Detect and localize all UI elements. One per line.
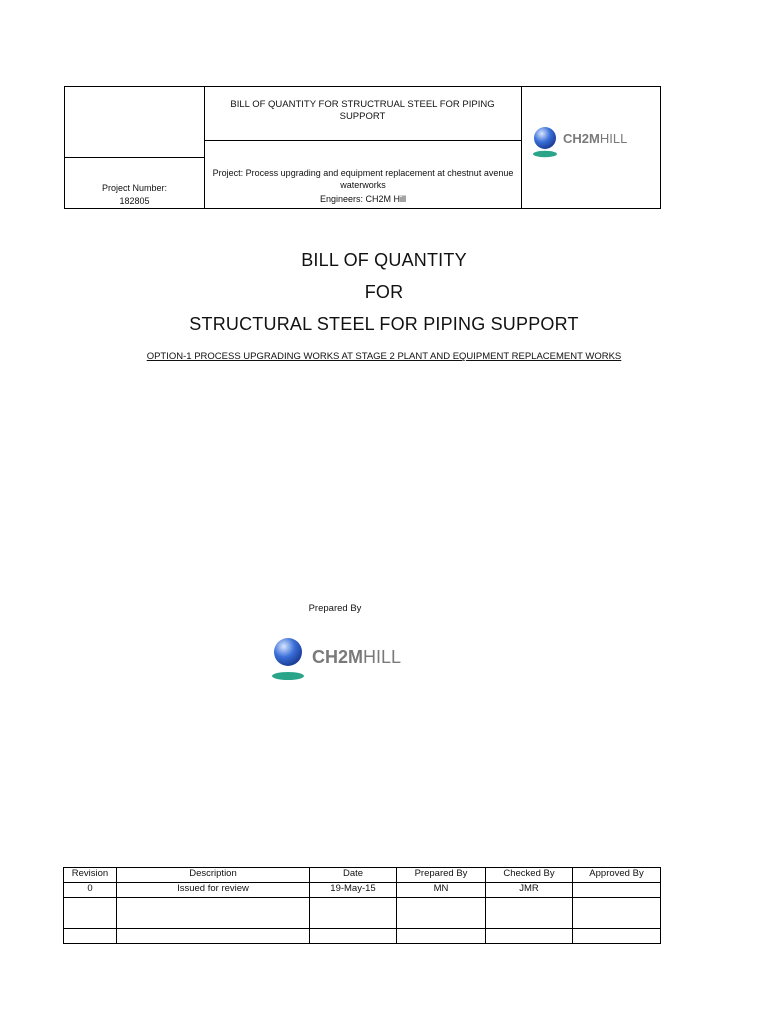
divider (204, 140, 521, 141)
table-cell (117, 898, 310, 929)
table-cell (397, 898, 486, 929)
table-cell (397, 929, 486, 944)
table-cell (573, 929, 661, 944)
table-cell (310, 929, 397, 944)
table-cell: JMR (486, 883, 573, 898)
engineers-line: Engineers: CH2M Hill (319, 194, 407, 204)
sphere-icon (270, 636, 306, 682)
prepared-by-label: Prepared By (308, 603, 362, 614)
table-cell (310, 898, 397, 929)
table-cell (573, 898, 661, 929)
project-number: 182805 (119, 196, 150, 206)
project-description: Project: Process upgrading and equipment replacement at chestnut avenue waterworks (212, 168, 514, 190)
divider (65, 157, 204, 158)
logo-wordmark: CH2MHILL (312, 646, 402, 667)
table-cell (64, 898, 117, 929)
table-row (64, 898, 661, 929)
table-cell (64, 929, 117, 944)
table-cell: 19-May-15 (310, 883, 397, 898)
title-line-3: STRUCTURAL STEEL FOR PIPING SUPPORT (189, 314, 579, 334)
table-cell: MN (397, 883, 486, 898)
column-header: Checked By (486, 868, 573, 883)
company-logo-large (270, 636, 401, 682)
document-title: BILL OF QUANTITY FOR STRUCTRUAL STEEL FOR PIPING SUPPORT (230, 99, 495, 122)
company-logo (531, 125, 627, 159)
revision-table (63, 867, 661, 944)
logo-wordmark: CH2MHILL (563, 130, 628, 146)
title-line-2: FOR (364, 282, 404, 302)
project-number-label: Project Number: (101, 183, 168, 193)
table-cell: Issued for review (117, 883, 310, 898)
column-header: Revision (64, 868, 117, 883)
table-row (64, 883, 661, 898)
table-cell (573, 883, 661, 898)
table-row (64, 929, 661, 944)
header-table (64, 86, 661, 209)
table-cell (486, 898, 573, 929)
column-header: Date (310, 868, 397, 883)
title-line-1: BILL OF QUANTITY (301, 250, 467, 270)
table-header-row (64, 868, 661, 883)
table-cell (117, 929, 310, 944)
subtitle: OPTION-1 PROCESS UPGRADING WORKS AT STAGE 2 PLANT AND EQUIPMENT REPLACEMENT WORKS (146, 351, 622, 362)
column-header: Approved By (573, 868, 661, 883)
sphere-icon (531, 125, 559, 159)
column-header: Description (117, 868, 310, 883)
table-cell: 0 (64, 883, 117, 898)
column-header: Prepared By (397, 868, 486, 883)
table-cell (486, 929, 573, 944)
divider (521, 87, 522, 208)
